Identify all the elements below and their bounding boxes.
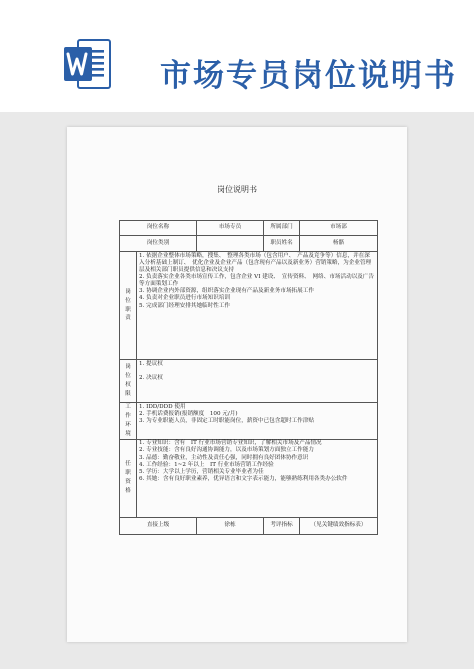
qualifications-list xyxy=(137,439,378,517)
superior-value: 徐栋 xyxy=(197,517,264,534)
table-row-authority xyxy=(120,360,378,403)
duties-label: 岗 位 职 责 xyxy=(120,252,137,360)
list-item: 5. 完成部门经理安排其她临时性工作 xyxy=(139,302,231,309)
list-item: 1. 提议权 xyxy=(139,360,163,367)
list-item: 4. 负责对企业职员进行市场知识培训 xyxy=(139,295,231,302)
list-item: 5. 学历：大学以上学历，营销相关专业毕业者为佳 xyxy=(139,468,264,475)
duties-list xyxy=(137,252,378,360)
post-name-value: 市场专员 xyxy=(197,221,264,236)
list-item: 4. 工作经验：1~2 年以上 IT 行业市场营销工作经验 xyxy=(139,461,274,468)
department-value: 市场部 xyxy=(300,221,378,236)
label-department: 所属部门 xyxy=(264,221,300,236)
staff-name-value: 杨骼 xyxy=(300,236,378,252)
authority-list xyxy=(137,360,378,403)
table-row-qualifications xyxy=(120,439,378,517)
label-kpi: 考评指标 xyxy=(264,517,300,534)
post-category-value xyxy=(197,236,264,252)
document-page xyxy=(67,127,407,642)
table-row-duties xyxy=(120,252,378,360)
environment-list xyxy=(137,403,378,440)
list-item: 2. 负责落实企业各类市场宣传工作，包含企业 VI 建设、 宣传资料、 网络、市场活动以及广告等方面策划工作 xyxy=(139,273,375,288)
list-item: 1. IDD/DDD 使用 xyxy=(139,403,186,410)
list-item: 3. 品德：勤奋敬业，主动性及责任心强，同时拥有良好团体协作意识 xyxy=(139,454,309,461)
qualifications-label: 任 职 资 格 xyxy=(120,439,137,517)
document-title: 岗位说明书 xyxy=(217,185,257,194)
banner xyxy=(0,0,474,110)
list-item: 1. 依据企业整体市场策略，搜集、 整理各类市场（包含用户、 产品及竞争等）信息，并在深入分析基础上制订、 优化企业及企业产品（包含现有产品以及新业务）营销策略，为企业管理层及相关部门职员提供信息和决议支持 xyxy=(139,252,372,273)
job-description-table xyxy=(119,220,378,535)
label-superior: 直接上级 xyxy=(120,517,197,534)
word-document-icon xyxy=(64,38,112,90)
list-item: 2. 手机话费报销(报销额度 100 元/月) xyxy=(139,410,238,417)
label-post-category: 岗位类别 xyxy=(120,236,197,252)
environment-label: 工 作 环 境 xyxy=(120,403,137,440)
table-row-environment xyxy=(120,403,378,440)
list-item: 6. 其她：含有良好职业素养，优异语言和文字表示能力，能够熟练利用各类办公软件 xyxy=(139,476,348,483)
label-post-name: 岗位名称 xyxy=(120,221,197,236)
list-item: 3. 为专业职能人员，非固定工时职能岗位，薪资中已包含超时工作津贴 xyxy=(139,417,314,424)
list-item: 2. 专业技能：含有良好沟通协调能力，以及市场策划方面独立工作能力 xyxy=(139,447,314,454)
list-item: 3. 协调企业内外部资源，组织落实企业现有产品及新业务市场拓展工作 xyxy=(139,288,314,295)
kpi-value: （见关键绩效指标表） xyxy=(300,517,378,534)
table-row xyxy=(120,236,378,252)
label-staff-name: 职员姓名 xyxy=(264,236,300,252)
authority-label: 岗 位 权 限 xyxy=(120,360,137,403)
table-row xyxy=(120,221,378,236)
list-item: 1. 专业知识：含有 IT 行业市场营销专业知识，了解相关市场及产品情况 xyxy=(139,440,322,447)
list-item: 2. 决议权 xyxy=(139,374,163,381)
banner-title: 市场专员岗位说明书 xyxy=(160,58,457,94)
table-row xyxy=(120,517,378,534)
